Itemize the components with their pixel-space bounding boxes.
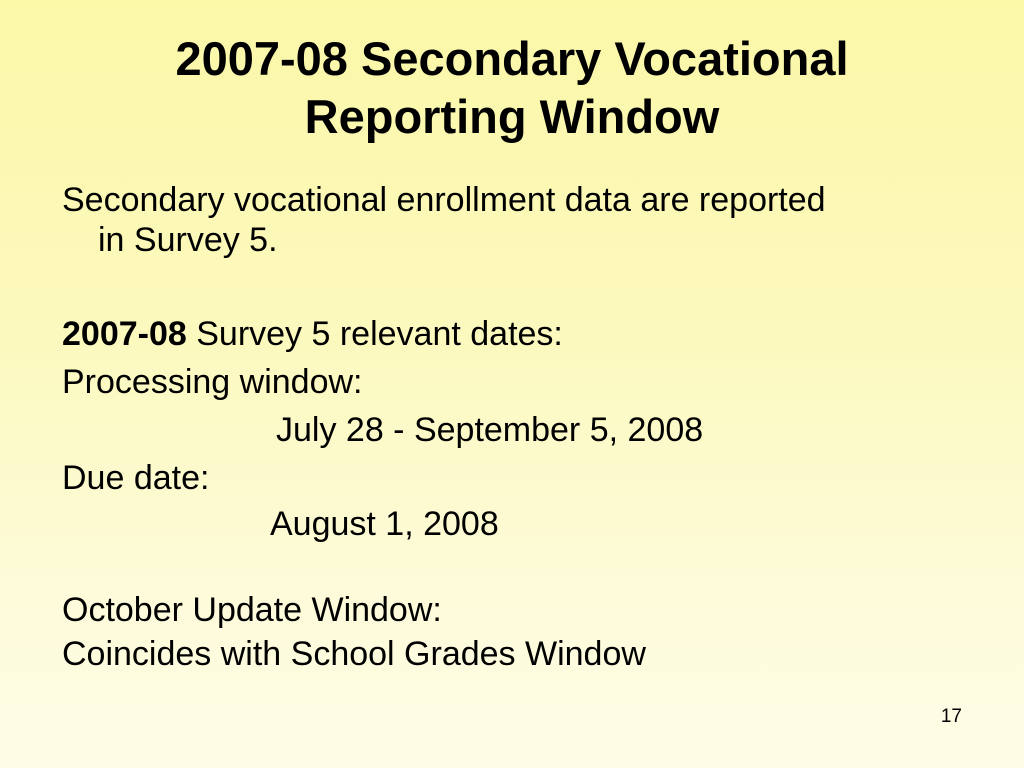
slide-title bbox=[0, 30, 1024, 146]
october-update-value: Coincides with School Grades Window bbox=[62, 635, 646, 673]
dates-heading-text: Survey 5 relevant dates: bbox=[186, 315, 563, 353]
due-date-value: August 1, 2008 bbox=[270, 505, 499, 543]
intro-text-line-1: Secondary vocational enrollment data are reported bbox=[62, 181, 826, 219]
intro-text-line-2: in Survey 5. bbox=[98, 221, 278, 259]
due-date-label: Due date: bbox=[62, 459, 210, 497]
processing-window-dates: July 28 - September 5, 2008 bbox=[276, 411, 704, 449]
slide-title-line-2: Reporting Window bbox=[304, 90, 720, 143]
page-number: 17 bbox=[940, 706, 962, 727]
slide-title-line-1: 2007-08 Secondary Vocational bbox=[175, 32, 849, 85]
dates-heading bbox=[62, 314, 563, 354]
dates-heading-year: 2007-08 bbox=[62, 315, 187, 353]
processing-window-label: Processing window: bbox=[62, 363, 363, 401]
october-update-label: October Update Window: bbox=[62, 591, 442, 629]
